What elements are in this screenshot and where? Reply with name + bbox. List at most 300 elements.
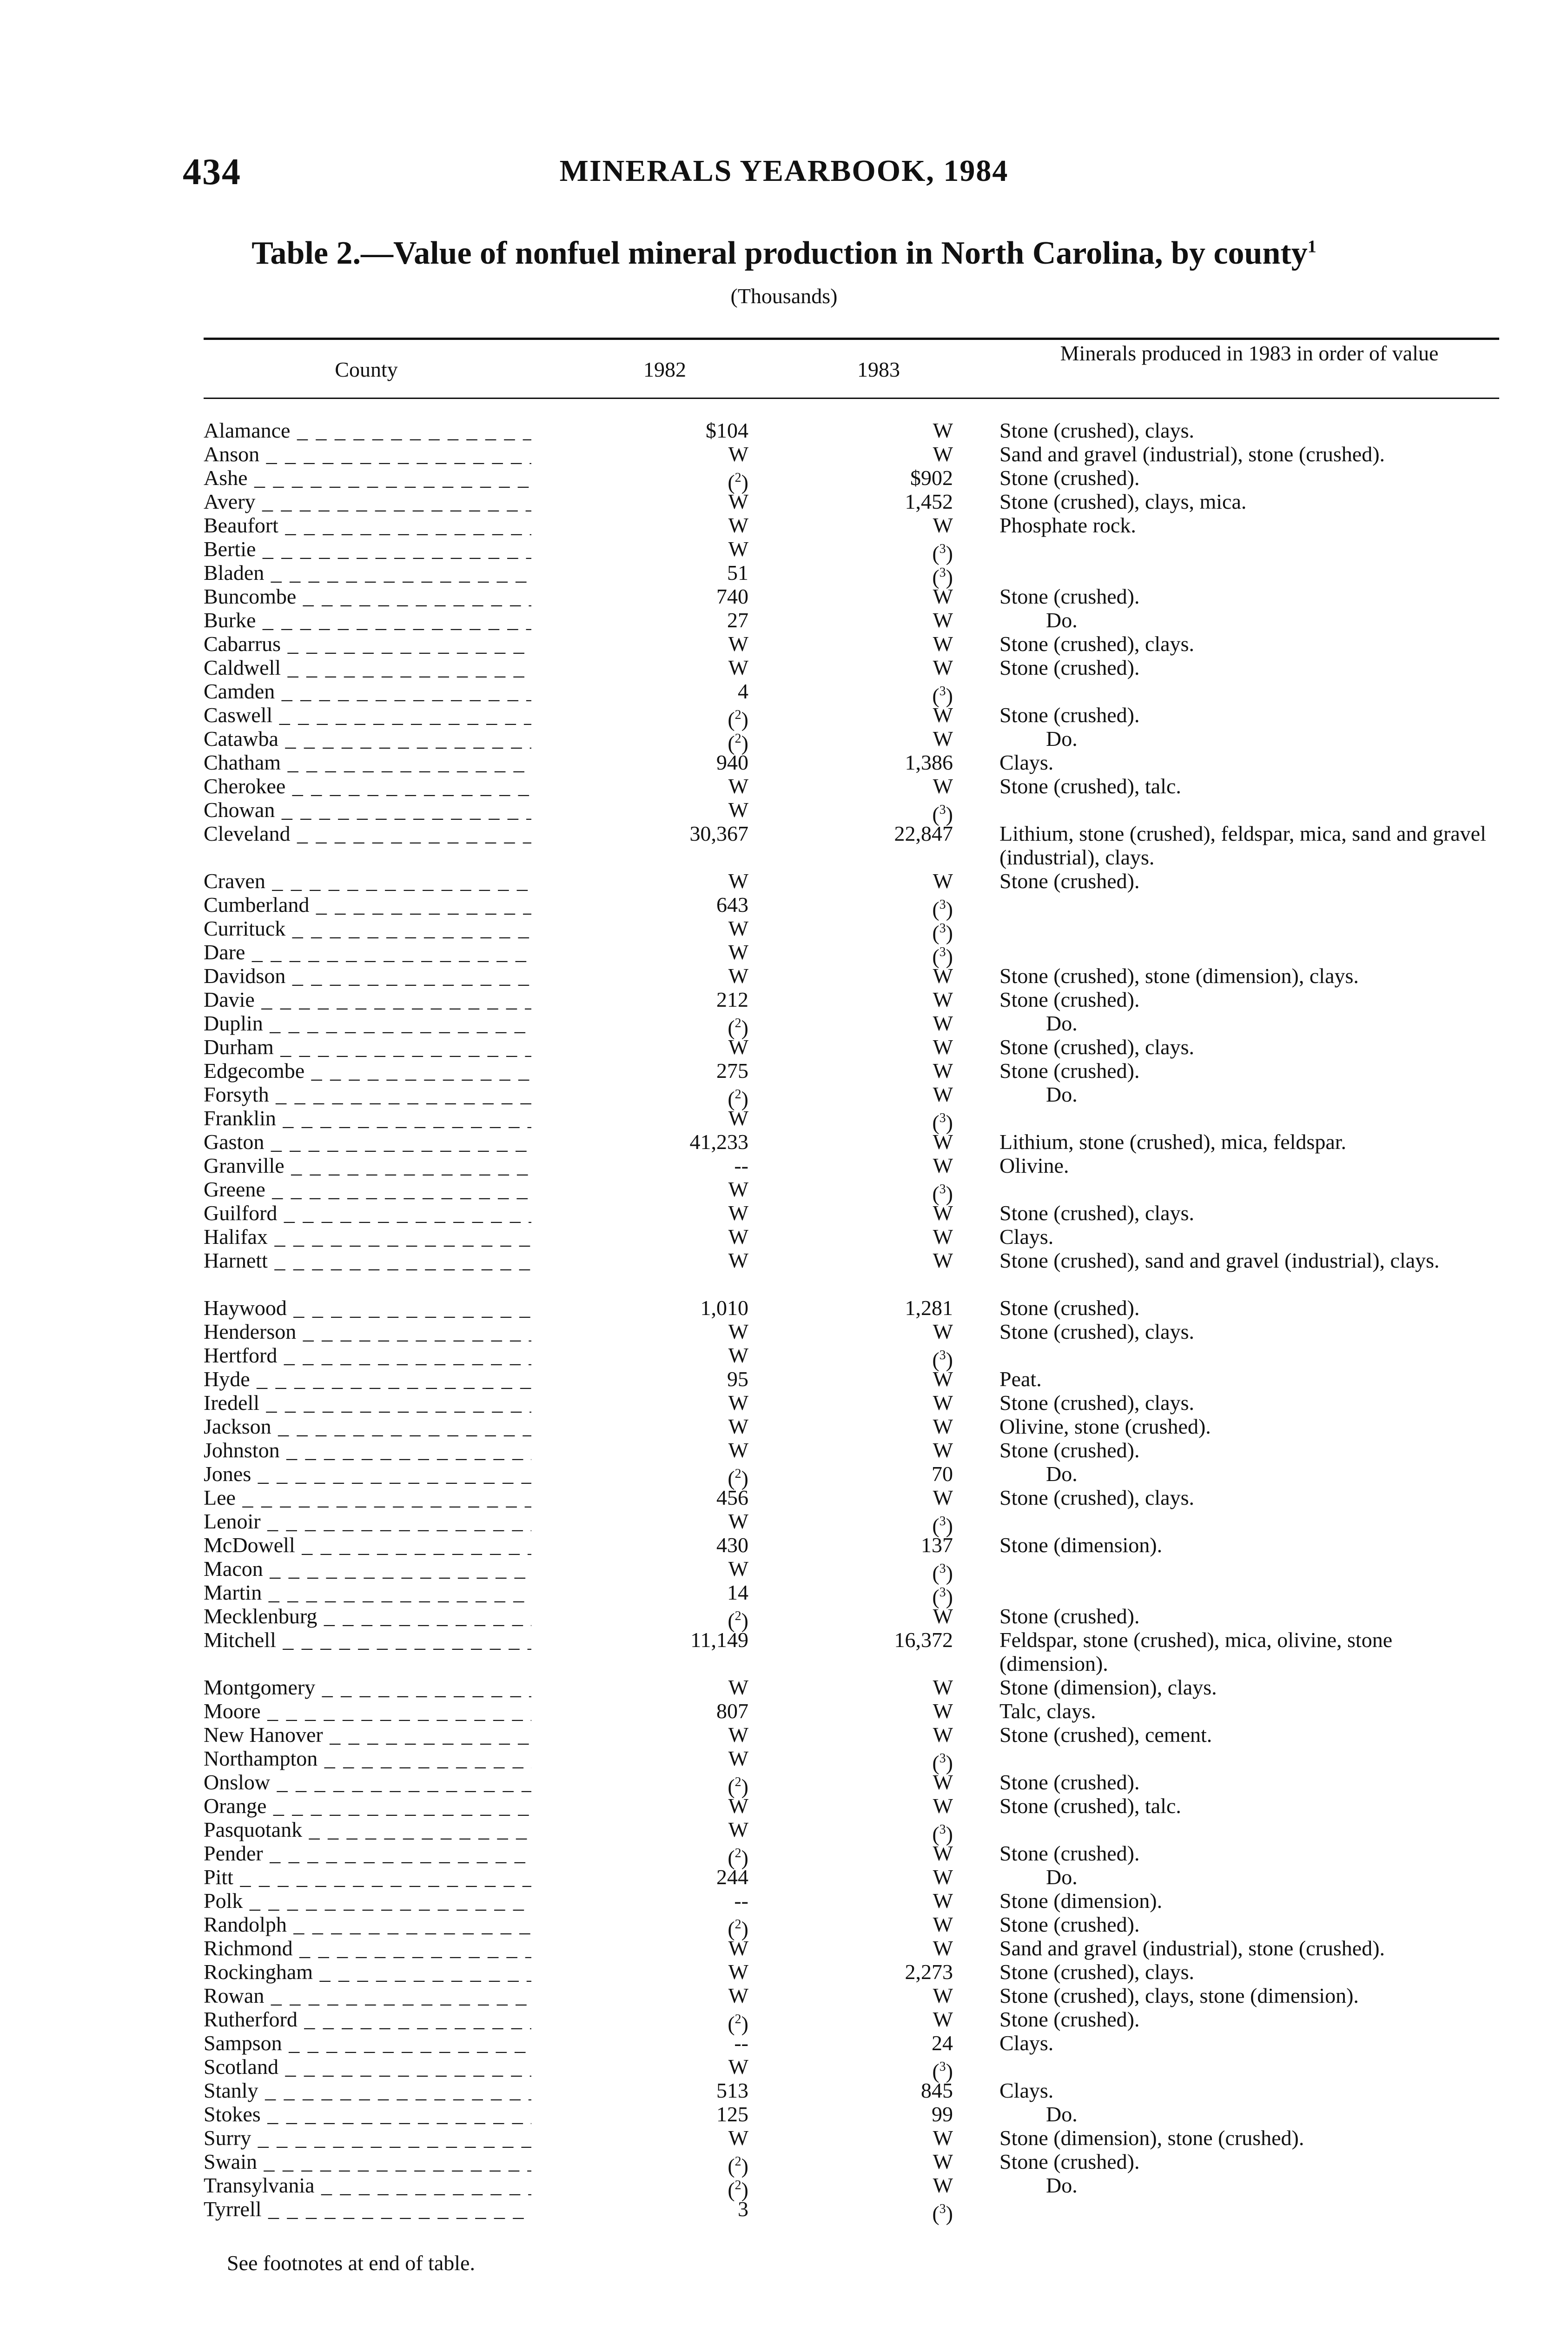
footnote-ref: 3 xyxy=(939,1514,946,1528)
county-name: Johnston _ _ _ xyxy=(204,1438,531,1462)
county-name: Chatham _ _ _ xyxy=(204,751,531,774)
value-1983: W xyxy=(933,2126,953,2150)
table-row xyxy=(0,608,1568,632)
value-1983: W xyxy=(933,1675,953,1699)
minerals-produced: Do. xyxy=(1046,2102,1078,2126)
minerals-produced: Clays. xyxy=(999,2031,1054,2055)
county-name: Haywood _ _ _ xyxy=(204,1296,531,1320)
value-1983: W xyxy=(933,442,953,466)
value-1983: W xyxy=(933,1320,953,1343)
table-row xyxy=(0,1106,1568,1135)
value-1983: ($^3$) xyxy=(932,565,953,589)
value-1982: ($^2$) xyxy=(728,470,748,494)
table-row xyxy=(0,822,1568,869)
value-1983: ($^3$) xyxy=(932,2201,953,2225)
footnote-ref: 3 xyxy=(939,1822,946,1837)
table-row xyxy=(0,2055,1568,2083)
table-row xyxy=(0,2126,1568,2150)
table-row xyxy=(0,2150,1568,2178)
value-1982: 740 xyxy=(716,585,748,608)
value-1982: 51 xyxy=(727,561,748,585)
value-1982: 807 xyxy=(716,1699,748,1723)
county-name: Currituck _ _ _ xyxy=(204,917,531,940)
minerals-produced: Stone (crushed), talc. xyxy=(999,1794,1181,1818)
county-name: Davidson _ _ _ xyxy=(204,964,531,988)
value-1982: W xyxy=(728,2126,748,2150)
county-name: Durham _ _ _ xyxy=(204,1035,531,1059)
county-name: Lee _ _ _ xyxy=(204,1486,531,1509)
value-1982: -- xyxy=(734,2031,748,2055)
table-row xyxy=(0,751,1568,774)
county-name: Cherokee _ _ _ xyxy=(204,774,531,798)
table-row xyxy=(0,1841,1568,1870)
value-1982: 940 xyxy=(716,751,748,774)
table-row xyxy=(0,1581,1568,1609)
county-name: Avery _ _ _ xyxy=(204,490,531,513)
table-row xyxy=(0,1296,1568,1320)
minerals-produced: Stone (crushed), clays, stone (dimension). xyxy=(999,1984,1359,2007)
county-name: Ashe _ _ _ xyxy=(204,466,531,490)
value-1982: 30,367 xyxy=(689,822,748,845)
value-1983: ($^3$) xyxy=(932,921,953,945)
county-name: Chowan _ _ _ xyxy=(204,798,531,822)
minerals-produced: Sand and gravel (industrial), stone (crushed). xyxy=(999,442,1385,466)
county-name: Dare _ _ _ xyxy=(204,940,531,964)
value-1982: ($^2$) xyxy=(728,1608,748,1633)
value-1983: W xyxy=(933,1083,953,1106)
value-1983: W xyxy=(933,585,953,608)
footnote-ref: 3 xyxy=(939,1182,946,1196)
county-name: Jackson _ _ _ xyxy=(204,1415,531,1438)
minerals-produced: Stone (crushed), stone (dimension), clays. xyxy=(999,964,1359,988)
county-name: Lenoir _ _ _ xyxy=(204,1509,531,1533)
title-footnote-marker: 1 xyxy=(1307,237,1317,257)
value-1982: W xyxy=(728,1675,748,1699)
minerals-produced: Olivine. xyxy=(999,1154,1069,1177)
value-1982: W xyxy=(728,537,748,561)
table-row xyxy=(0,727,1568,755)
county-name: Bertie _ _ _ xyxy=(204,537,531,561)
table-row xyxy=(0,1059,1568,1083)
value-1983: W xyxy=(933,988,953,1011)
county-name: Cleveland _ _ _ xyxy=(204,822,531,845)
column-header-1982: 1982 xyxy=(643,358,686,381)
minerals-produced: Lithium, stone (crushed), mica, feldspar. xyxy=(999,1130,1347,1154)
value-1983: 99 xyxy=(932,2102,953,2126)
footnote-ref: 2 xyxy=(734,471,741,485)
footnote-ref: 3 xyxy=(939,1585,946,1600)
minerals-produced: Do. xyxy=(1046,2173,1078,2197)
value-1982: W xyxy=(728,1557,748,1581)
county-name: Craven _ _ _ xyxy=(204,869,531,893)
footnote-ref: 3 xyxy=(939,803,946,817)
minerals-produced: Stone (crushed). xyxy=(999,988,1140,1011)
county-name: Pender _ _ _ xyxy=(204,1841,531,1865)
county-name: Gaston _ _ _ xyxy=(204,1130,531,1154)
value-1983: W xyxy=(933,1604,953,1628)
county-name: Camden _ _ _ xyxy=(204,679,531,703)
table-row xyxy=(0,917,1568,945)
value-1982: 41,233 xyxy=(689,1130,748,1154)
value-1983: W xyxy=(933,1841,953,1865)
value-1983: W xyxy=(933,1201,953,1225)
county-name: Cumberland _ _ _ xyxy=(204,893,531,917)
value-1982: ($^2$) xyxy=(728,1846,748,1870)
county-name: Swain _ _ _ xyxy=(204,2150,531,2173)
minerals-produced: Stone (crushed), talc. xyxy=(999,774,1181,798)
table-row xyxy=(0,1818,1568,1846)
value-1982: 275 xyxy=(716,1059,748,1083)
table-row xyxy=(0,513,1568,537)
value-1982: ($^2$) xyxy=(728,731,748,755)
county-name: Cabarrus _ _ _ xyxy=(204,632,531,656)
table-row xyxy=(0,869,1568,893)
value-1982: W xyxy=(728,869,748,893)
footnote-ref: 3 xyxy=(939,897,946,912)
value-1983: W xyxy=(933,1367,953,1391)
value-1982: 212 xyxy=(716,988,748,1011)
value-1983: W xyxy=(933,1865,953,1889)
minerals-produced: Stone (crushed), clays. xyxy=(999,418,1194,442)
table-row xyxy=(0,1675,1568,1699)
table-row xyxy=(0,1438,1568,1462)
value-1983: W xyxy=(933,1225,953,1249)
county-name: Stanly _ _ _ xyxy=(204,2079,531,2102)
value-1982: -- xyxy=(734,1889,748,1913)
value-1982: W xyxy=(728,1960,748,1984)
value-1982: ($^2$) xyxy=(728,1087,748,1111)
minerals-produced: Do. xyxy=(1046,1865,1078,1889)
value-1983: W xyxy=(933,1936,953,1960)
value-1982: 513 xyxy=(716,2079,748,2102)
minerals-produced: Feldspar, stone (crushed), mica, olivine, stone (dimension). xyxy=(999,1628,1393,1675)
footnote-ref: 2 xyxy=(734,1917,741,1932)
county-name: Hyde _ _ _ xyxy=(204,1367,531,1391)
footnote-ref: 2 xyxy=(734,2178,741,2192)
value-1982: ($^2$) xyxy=(728,1466,748,1490)
county-name: Jones _ _ _ xyxy=(204,1462,531,1486)
footnote-ref: 3 xyxy=(939,945,946,959)
county-name: Onslow _ _ _ xyxy=(204,1770,531,1794)
county-name: Alamance _ _ _ xyxy=(204,418,531,442)
value-1982: 643 xyxy=(716,893,748,917)
value-1982: W xyxy=(728,490,748,513)
value-1982: W xyxy=(728,940,748,964)
county-name: Duplin _ _ _ xyxy=(204,1011,531,1035)
table-title xyxy=(0,235,1568,272)
value-1982: W xyxy=(728,1320,748,1343)
minerals-produced: Stone (crushed). xyxy=(999,1770,1140,1794)
table-row xyxy=(0,798,1568,826)
table-row xyxy=(0,1201,1568,1225)
table-row xyxy=(0,1343,1568,1372)
value-1982: 1,010 xyxy=(700,1296,748,1320)
value-1983: ($^3$) xyxy=(932,2059,953,2083)
minerals-produced: Stone (crushed). xyxy=(999,1438,1140,1462)
value-1982: 244 xyxy=(716,1865,748,1889)
table-header-rule xyxy=(204,398,1499,399)
footnote-ref: 3 xyxy=(939,1751,946,1766)
footnote-ref: 2 xyxy=(734,1016,741,1030)
minerals-produced: Stone (crushed), clays. xyxy=(999,1035,1194,1059)
minerals-produced: Stone (crushed). xyxy=(999,1913,1140,1936)
minerals-produced: Stone (dimension). xyxy=(999,1533,1163,1557)
value-1982: W xyxy=(728,1249,748,1272)
table-row xyxy=(0,1415,1568,1438)
value-1982: W xyxy=(728,1509,748,1533)
table-row xyxy=(0,1557,1568,1585)
running-head: MINERALS YEARBOOK, 1984 xyxy=(559,154,1009,188)
value-1982: W xyxy=(728,917,748,940)
county-name: Caldwell _ _ _ xyxy=(204,656,531,679)
value-1982: 430 xyxy=(716,1533,748,1557)
value-1983: W xyxy=(933,1130,953,1154)
minerals-produced: Stone (dimension). xyxy=(999,1889,1163,1913)
footnote-ref: 3 xyxy=(939,1111,946,1125)
value-1982: W xyxy=(728,1794,748,1818)
minerals-produced: Lithium, stone (crushed), feldspar, mica, sand and gravel (industrial), clays. xyxy=(999,822,1486,869)
county-name: Burke _ _ _ xyxy=(204,608,531,632)
table-row xyxy=(0,1628,1568,1675)
table-row xyxy=(0,2031,1568,2055)
table-row xyxy=(0,1960,1568,1984)
footnote-ref: 3 xyxy=(939,1348,946,1362)
county-name: Rockingham _ _ _ xyxy=(204,1960,531,1984)
minerals-produced: Do. xyxy=(1046,1011,1078,1035)
value-1982: W xyxy=(728,1106,748,1130)
value-1982: ($^2$) xyxy=(728,1917,748,1941)
county-name: Greene _ _ _ xyxy=(204,1177,531,1201)
value-1983: W xyxy=(933,869,953,893)
county-name: Mitchell _ _ _ xyxy=(204,1628,531,1652)
county-name: Granville _ _ _ xyxy=(204,1154,531,1177)
value-1983: W xyxy=(933,608,953,632)
county-name: New Hanover _ _ _ xyxy=(204,1723,531,1747)
minerals-produced: Stone (crushed), clays. xyxy=(999,632,1194,656)
value-1982: W xyxy=(728,1177,748,1201)
value-1982: W xyxy=(728,1984,748,2007)
table-row xyxy=(0,679,1568,708)
value-1982: 27 xyxy=(727,608,748,632)
value-1983: W xyxy=(933,1391,953,1415)
value-1983: W xyxy=(933,656,953,679)
value-1982: W xyxy=(728,1225,748,1249)
value-1983: W xyxy=(933,774,953,798)
value-1983: W xyxy=(933,1794,953,1818)
value-1982: W xyxy=(728,798,748,822)
county-name: Rowan _ _ _ xyxy=(204,1984,531,2007)
footnote-ref: 2 xyxy=(734,1775,741,1789)
value-1983: 2,273 xyxy=(905,1960,953,1984)
table-row xyxy=(0,1723,1568,1747)
county-name: Randolph _ _ _ xyxy=(204,1913,531,1936)
table-row xyxy=(0,1462,1568,1490)
value-1982: -- xyxy=(734,1154,748,1177)
minerals-produced: Stone (crushed). xyxy=(999,1296,1140,1320)
table-row xyxy=(0,442,1568,466)
table-row xyxy=(0,585,1568,608)
value-1983: $902 xyxy=(910,466,953,490)
value-1983: 22,847 xyxy=(894,822,953,845)
footnote-ref: 3 xyxy=(939,684,946,698)
value-1983: W xyxy=(933,418,953,442)
footnote-ref: 2 xyxy=(734,708,741,722)
value-1983: ($^3$) xyxy=(932,1585,953,1609)
minerals-produced: Sand and gravel (industrial), stone (crushed). xyxy=(999,1936,1385,1960)
county-name: Davie _ _ _ xyxy=(204,988,531,1011)
value-1983: ($^3$) xyxy=(932,1822,953,1846)
minerals-produced: Clays. xyxy=(999,1225,1054,1249)
county-name: Bladen _ _ _ xyxy=(204,561,531,585)
table-row xyxy=(0,1011,1568,1040)
minerals-produced: Clays. xyxy=(999,2079,1054,2102)
table-row xyxy=(0,1936,1568,1960)
minerals-produced: Stone (crushed), cement. xyxy=(999,1723,1212,1747)
value-1982: 125 xyxy=(716,2102,748,2126)
value-1983: W xyxy=(933,1059,953,1083)
table-row xyxy=(0,1699,1568,1723)
minerals-produced: Stone (crushed), clays. xyxy=(999,1320,1194,1343)
value-1982: ($^2$) xyxy=(728,2012,748,2036)
table-row xyxy=(0,1604,1568,1633)
value-1982: ($^2$) xyxy=(728,2178,748,2202)
column-header-1983: 1983 xyxy=(857,358,900,381)
table-top-rule xyxy=(204,338,1499,340)
value-1982: 3 xyxy=(738,2197,748,2221)
county-name: Beaufort _ _ _ xyxy=(204,513,531,537)
table-row xyxy=(0,1225,1568,1249)
value-1982: W xyxy=(728,1818,748,1841)
minerals-produced: Stone (crushed). xyxy=(999,2007,1140,2031)
table-title-text: Table 2.—Value of nonfuel mineral production in North Carolina, by county xyxy=(251,235,1308,271)
value-1983: ($^3$) xyxy=(932,684,953,708)
table-row xyxy=(0,1367,1568,1391)
value-1982: W xyxy=(728,1936,748,1960)
footnote-ref: 3 xyxy=(939,2202,946,2216)
value-1982: W xyxy=(728,632,748,656)
county-name: Harnett _ _ _ xyxy=(204,1249,531,1272)
county-name: Pitt _ _ _ xyxy=(204,1865,531,1889)
table-row xyxy=(0,1747,1568,1775)
value-1983: ($^3$) xyxy=(932,1514,953,1538)
footnote-ref: 3 xyxy=(939,542,946,556)
minerals-produced: Do. xyxy=(1046,608,1078,632)
column-header-minerals: Minerals produced in 1983 in order of value xyxy=(1060,341,1439,365)
table-row xyxy=(0,1177,1568,1206)
value-1982: W xyxy=(728,1201,748,1225)
footnote-ref: 2 xyxy=(734,1467,741,1481)
footnote-ref: 3 xyxy=(939,1561,946,1576)
county-name: Martin _ _ _ xyxy=(204,1581,531,1604)
value-1982: W xyxy=(728,1747,748,1770)
table-row xyxy=(0,466,1568,494)
county-name: Polk _ _ _ xyxy=(204,1889,531,1913)
value-1983: ($^3$) xyxy=(932,1182,953,1206)
value-1982: ($^2$) xyxy=(728,707,748,731)
table-row xyxy=(0,1249,1568,1296)
minerals-produced: Stone (crushed). xyxy=(999,703,1140,727)
table-row xyxy=(0,2007,1568,2036)
value-1983: W xyxy=(933,703,953,727)
minerals-produced: Stone (crushed), clays. xyxy=(999,1486,1194,1509)
table-row xyxy=(0,1130,1568,1154)
page-number: 434 xyxy=(183,152,241,193)
minerals-produced: Stone (crushed). xyxy=(999,869,1140,893)
minerals-produced: Do. xyxy=(1046,1083,1078,1106)
table-row xyxy=(0,2102,1568,2126)
value-1983: ($^3$) xyxy=(932,802,953,826)
county-name: Franklin _ _ _ xyxy=(204,1106,531,1130)
footnote-ref: 2 xyxy=(734,731,741,746)
minerals-produced: Stone (crushed). xyxy=(999,466,1140,490)
value-1983: W xyxy=(933,1913,953,1936)
table-row xyxy=(0,1770,1568,1799)
value-1982: W xyxy=(728,656,748,679)
minerals-produced: Peat. xyxy=(999,1367,1042,1391)
county-name: Henderson _ _ _ xyxy=(204,1320,531,1343)
value-1983: ($^3$) xyxy=(932,1751,953,1775)
value-1983: W xyxy=(933,1415,953,1438)
table-subtitle: (Thousands) xyxy=(730,284,838,308)
table-row xyxy=(0,418,1568,442)
county-name: Montgomery _ _ _ xyxy=(204,1675,531,1699)
table-row xyxy=(0,940,1568,969)
value-1983: W xyxy=(933,1154,953,1177)
value-1982: W xyxy=(728,964,748,988)
table-row xyxy=(0,632,1568,656)
value-1982: W xyxy=(728,1415,748,1438)
minerals-produced: Stone (crushed), clays. xyxy=(999,1391,1194,1415)
county-name: Tyrrell _ _ _ xyxy=(204,2197,531,2221)
minerals-produced: Stone (crushed), clays, mica. xyxy=(999,490,1247,513)
value-1983: W xyxy=(933,1889,953,1913)
minerals-produced: Stone (crushed). xyxy=(999,585,1140,608)
value-1983: W xyxy=(933,2007,953,2031)
county-name: Surry _ _ _ xyxy=(204,2126,531,2150)
value-1983: W xyxy=(933,964,953,988)
value-1983: 1,386 xyxy=(905,751,953,774)
county-name: Sampson _ _ _ xyxy=(204,2031,531,2055)
county-name: Orange _ _ _ xyxy=(204,1794,531,1818)
value-1982: W xyxy=(728,1391,748,1415)
value-1983: W xyxy=(933,632,953,656)
table-row xyxy=(0,537,1568,565)
table-row xyxy=(0,561,1568,589)
minerals-produced: Phosphate rock. xyxy=(999,513,1136,537)
minerals-produced: Do. xyxy=(1046,1462,1078,1486)
value-1983: 137 xyxy=(921,1533,953,1557)
footnote-ref: 2 xyxy=(734,1087,741,1102)
table-row xyxy=(0,1533,1568,1557)
value-1983: 845 xyxy=(921,2079,953,2102)
value-1983: ($^3$) xyxy=(932,541,953,565)
value-1982: W xyxy=(728,513,748,537)
table-row xyxy=(0,1865,1568,1889)
value-1982: 95 xyxy=(727,1367,748,1391)
value-1983: W xyxy=(933,1723,953,1747)
value-1982: $104 xyxy=(706,418,748,442)
table-row xyxy=(0,774,1568,798)
county-name: Macon _ _ _ xyxy=(204,1557,531,1581)
county-name: Northampton _ _ _ xyxy=(204,1747,531,1770)
value-1983: ($^3$) xyxy=(932,1348,953,1372)
county-name: McDowell _ _ _ xyxy=(204,1533,531,1557)
table-row xyxy=(0,964,1568,988)
value-1983: W xyxy=(933,513,953,537)
minerals-produced: Stone (dimension), stone (crushed). xyxy=(999,2126,1304,2150)
footnote-ref: 3 xyxy=(939,921,946,936)
value-1983: W xyxy=(933,727,953,751)
